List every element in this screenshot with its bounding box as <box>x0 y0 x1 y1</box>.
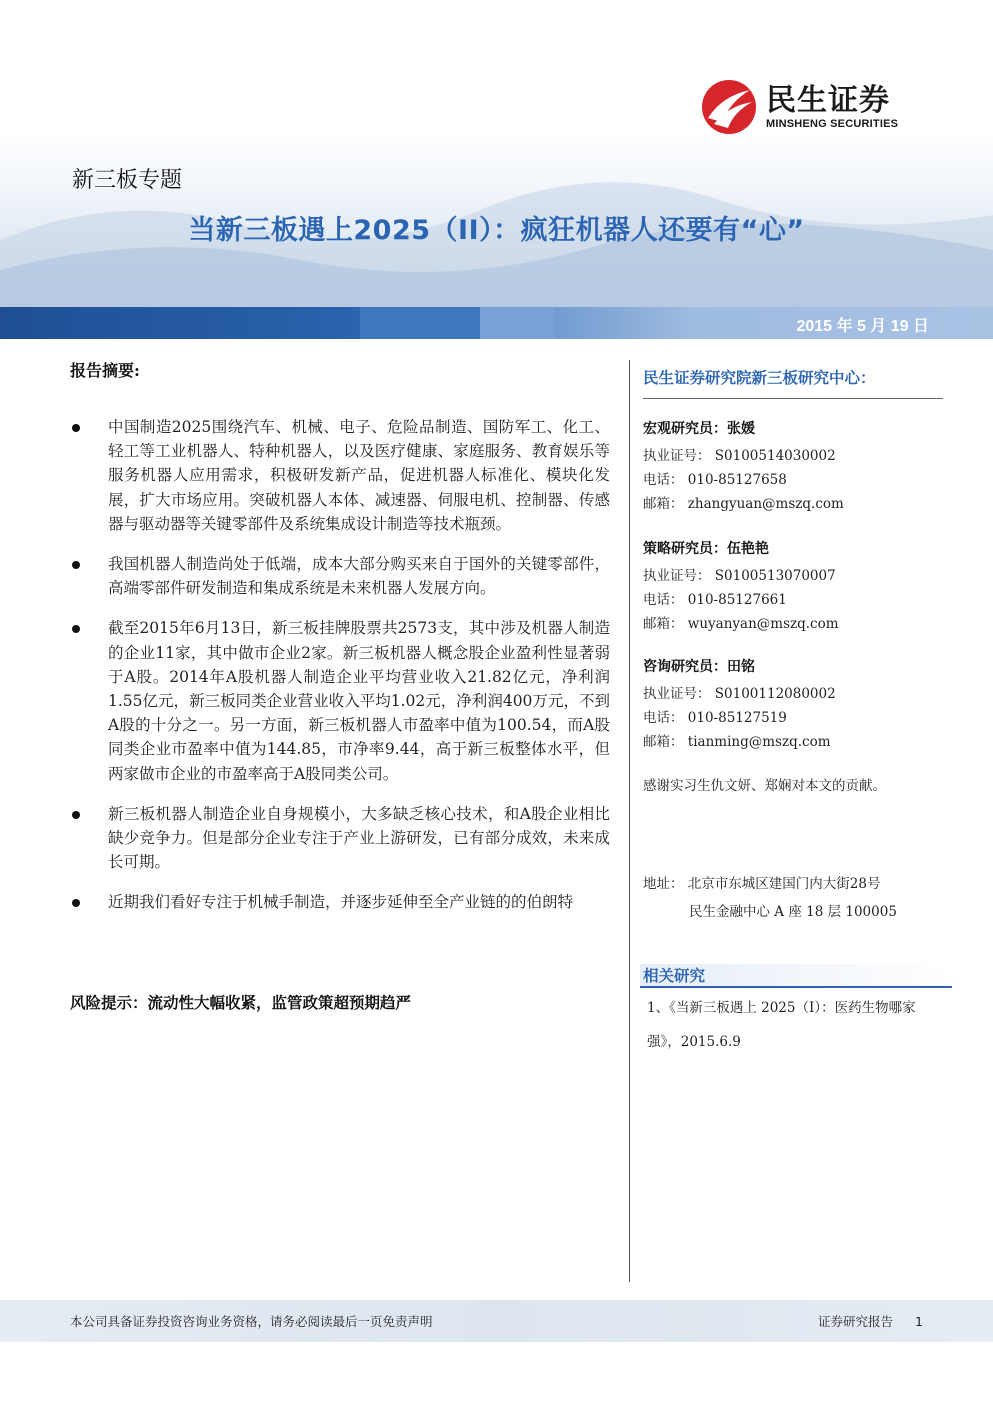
analyst-role: 咨询研究员：田铭 <box>643 659 755 675</box>
page-footer <box>0 1300 993 1342</box>
research-center-title: 民生证券研究院新三板研究中心： <box>643 366 943 399</box>
bullet-dot-icon <box>72 424 80 432</box>
section-label: 新三板专题 <box>72 168 183 193</box>
bullet-text: 新三板机器人制造企业自身规模小，大多缺乏核心技术，和A股企业相比缺少竞争力。但是部分企业专注于产业上游研发，已有部分成效，未来成长可期。 <box>108 804 610 872</box>
bullet-text: 我国机器人制造尚处于低端，成本大部分购买来自于国外的关键零部件，高端零部件研发制造和集成系统是未来机器人发展方向。 <box>108 555 610 598</box>
footer-doc-type: 证券研究报告 <box>818 1314 894 1329</box>
address-line: 地址： 北京市东城区建国门内大街28号 <box>643 876 881 892</box>
report-date: 2015 年 5 月 19 日 <box>796 318 929 335</box>
analyst-phone: 电话： 010-85127658 <box>643 472 787 488</box>
bullet-text: 近期我们看好专注于机械手制造，并逐步延伸至全产业链的的伯朗特 <box>108 893 574 912</box>
analyst-license: 执业证号： S0100514030002 <box>643 448 836 464</box>
brand-logo <box>700 78 898 136</box>
report-title: 当新三板遇上2025（II）：疯狂机器人还要有“心” <box>188 215 805 246</box>
address-line: 民生金融中心 A 座 18 层 100005 <box>689 904 897 920</box>
minsheng-logo-icon <box>700 78 758 136</box>
bullet-dot-icon <box>72 811 80 819</box>
summary-bullet <box>70 552 610 600</box>
date-bar-segment <box>360 307 480 339</box>
address <box>643 870 897 926</box>
bullet-dot-icon <box>72 899 80 907</box>
bullet-dot-icon <box>72 625 80 633</box>
sidebar <box>643 366 953 1050</box>
analyst-license: 执业证号： S0100513070007 <box>643 568 836 584</box>
column-divider <box>629 360 630 1282</box>
summary-title: 报告摘要: <box>70 361 140 380</box>
analyst-block <box>643 538 953 636</box>
bullet-text: 截至2015年6月13日，新三板挂牌股票共2573支，其中涉及机器人制造的企业11家，其中做市企业2家。新三板机器人概念股企业盈利性显著弱于A股。2014年A股机器人制造企业平均营业收入21.82亿元，净利润1.55亿元，新三板同类企业营业收入平均1.02元，净利润400万元，不到A股的十分之一。另一方面，新三板机器人市盈率中值为100.54，而A股同类企业市盈率中值为144.85，市净率9.44，高于新三板整体水平，但两家做市企业的市盈率高于A股同类公司。 <box>108 619 610 783</box>
analyst-phone: 电话： 010-85127661 <box>643 592 787 608</box>
analyst-role: 策略研究员：伍艳艳 <box>643 541 769 557</box>
analyst-role: 宏观研究员：张媛 <box>643 421 755 437</box>
summary-column <box>70 358 610 931</box>
brand-name-en: MINSHENG SECURITIES <box>766 118 899 130</box>
summary-bullet <box>70 616 610 785</box>
bullet-text: 中国制造2025围绕汽车、机械、电子、危险品制造、国防军工、化工、轻工等工业机器人、特种机器人，以及医疗健康、家庭服务、教育娱乐等服务机器人应用需求，积极研发新产品，促进机器人标准化、模块化发展，扩大市场应用。突破机器人本体、减速器、伺服电机、控制器、传感器与驱动器等关键零部件及系统集成设计制造等技术瓶颈。 <box>108 418 610 533</box>
page-number: 1 <box>915 1314 923 1329</box>
acknowledgement: 感谢实习生仇文妍、郑娴对本文的贡献。 <box>643 778 886 794</box>
footer-right <box>818 1312 923 1330</box>
summary-bullet <box>70 415 610 536</box>
analyst-license: 执业证号： S0100112080002 <box>643 686 836 702</box>
summary-bullet <box>70 890 610 914</box>
date-bar-segment <box>480 307 555 339</box>
footer-disclaimer: 本公司具备证券投资咨询业务资格，请务必阅读最后一页免责声明 <box>70 1314 433 1329</box>
analyst-block <box>643 656 953 754</box>
related-research-title: 相关研究 <box>643 966 706 985</box>
analyst-email[interactable]: 邮箱： zhangyuan@mszq.com <box>643 496 844 512</box>
related-research-item[interactable]: 1、《当新三板遇上 2025（I）：医药生物哪家强》，2015.6.9 <box>647 1000 916 1050</box>
analyst-email[interactable]: 邮箱： wuyanyan@mszq.com <box>643 616 839 632</box>
analyst-email[interactable]: 邮箱： tianming@mszq.com <box>643 734 831 750</box>
risk-warning: 风险提示：流动性大幅收紧，监管政策超预期趋严 <box>70 993 412 1012</box>
brand-name-cn: 民生证券 <box>766 83 890 118</box>
analyst-block <box>643 418 953 516</box>
related-research-header <box>640 964 952 988</box>
summary-bullet <box>70 802 610 875</box>
bullet-dot-icon <box>72 561 80 569</box>
date-bar <box>0 307 993 339</box>
analyst-phone: 电话： 010-85127519 <box>643 710 787 726</box>
